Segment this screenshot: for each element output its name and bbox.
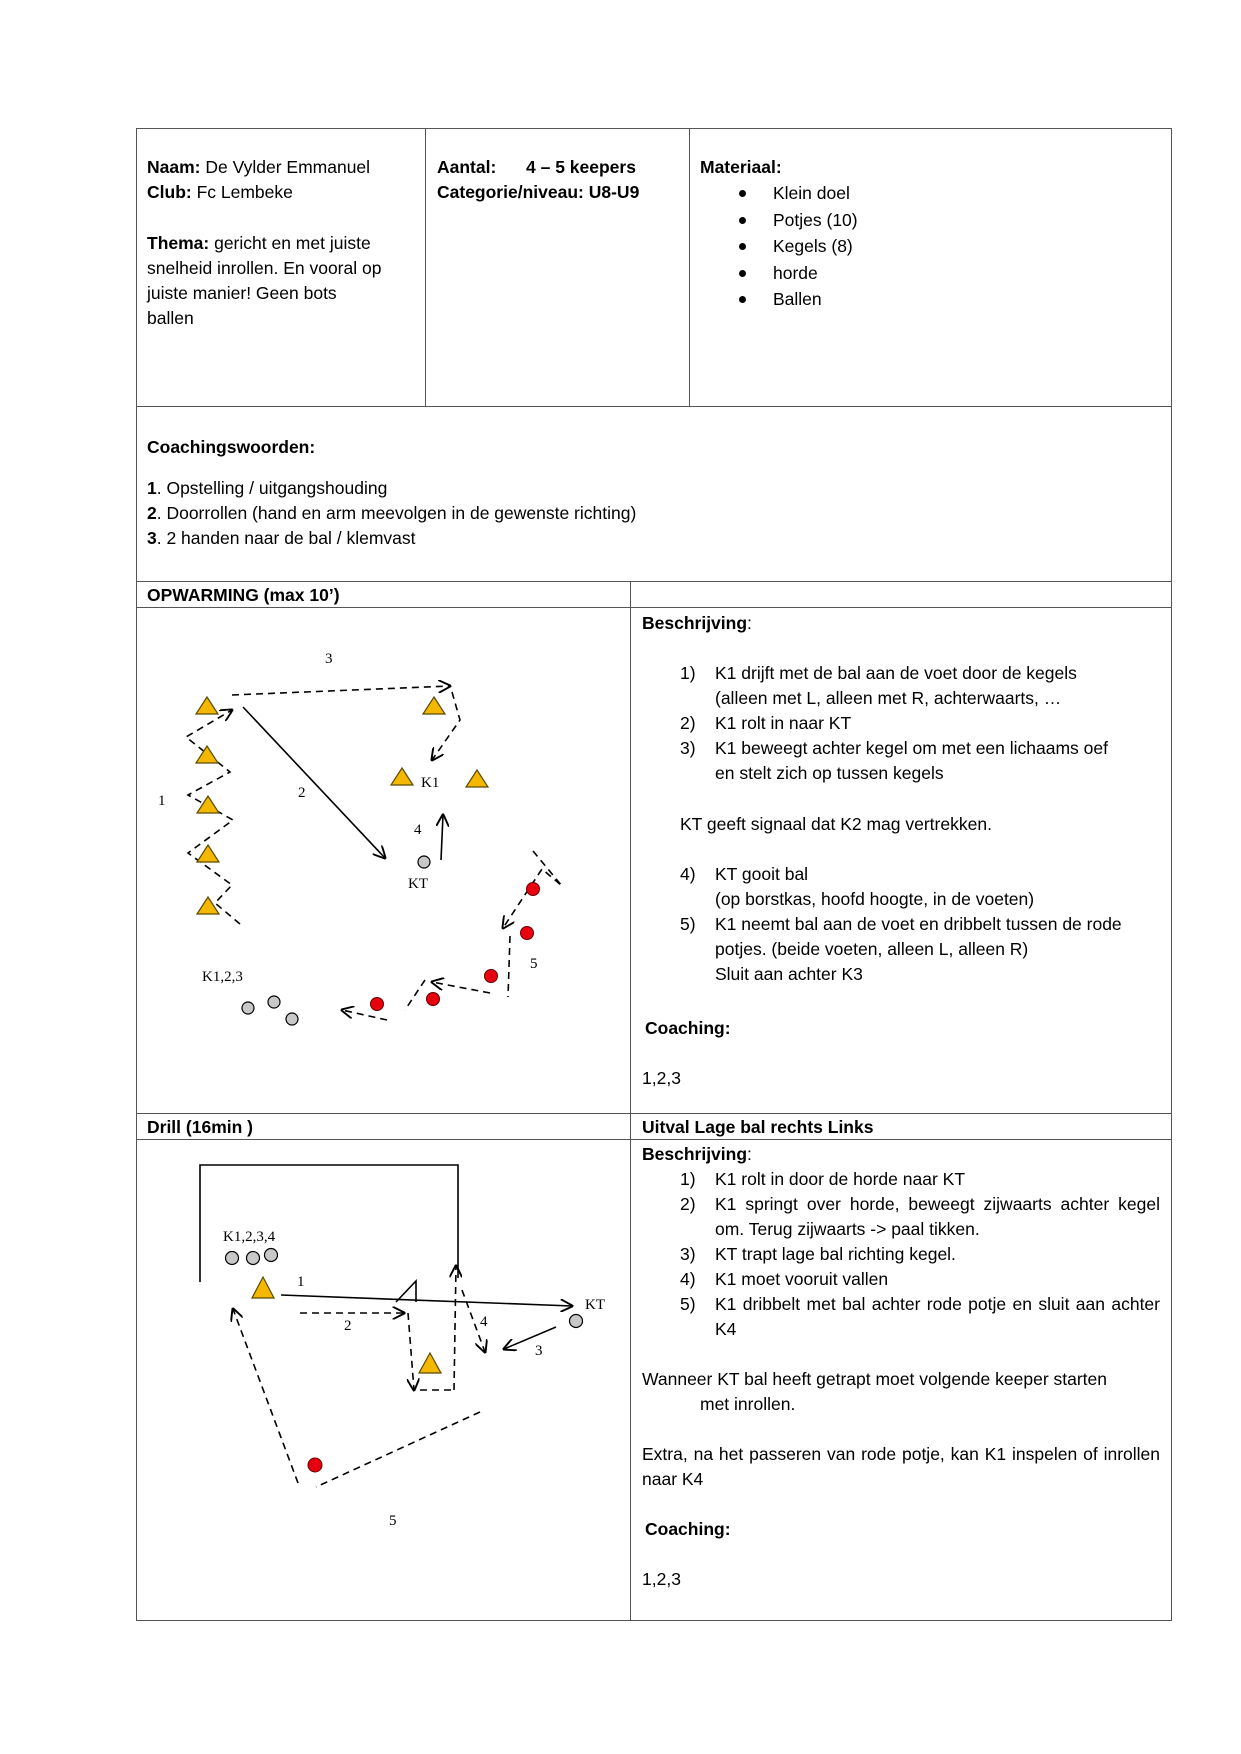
beschrijving-line [642, 1142, 752, 1167]
label-2: 2 [298, 785, 306, 801]
step [642, 1192, 1160, 1242]
cone-icon [196, 697, 218, 714]
label-3: 3 [325, 651, 333, 667]
coaching-item-1 [147, 476, 387, 501]
label-4: 4 [414, 822, 422, 838]
step [642, 912, 1122, 987]
opwarming-steps-a [642, 661, 1108, 786]
ball-icon [570, 1315, 583, 1328]
opwarming-heading: OPWARMING (max 10’) [147, 585, 340, 605]
cone-icon [252, 1277, 274, 1298]
step-num: 3) [680, 1244, 696, 1264]
naam-value: De Vylder Emmanuel [200, 157, 371, 177]
divider [136, 581, 1172, 582]
drill-heading: Drill (16min ) [147, 1117, 253, 1137]
coaching-item-2 [147, 501, 636, 526]
divider [425, 128, 426, 406]
label-k1: K1 [421, 775, 440, 791]
cone-icon [197, 897, 219, 914]
step [642, 862, 1122, 912]
materiaal-list [700, 180, 858, 313]
step-text: en stelt zich op tussen kegels [715, 763, 944, 783]
beschrijving-label: Beschrijving [642, 613, 748, 633]
step-num: 4) [680, 1269, 696, 1289]
thema-line-4: ballen [147, 308, 194, 328]
aantal-label: Aantal: [437, 157, 497, 177]
materiaal-item: Kegels (8) [700, 233, 858, 260]
coaching-value: 1,2,3 [642, 1569, 681, 1589]
ball-icon [226, 1252, 239, 1265]
step [642, 711, 1108, 736]
red-pot-icon [427, 993, 440, 1006]
step [642, 1167, 1160, 1192]
label-group: K1,2,3,4 [223, 1229, 276, 1245]
coaching-label: Coaching: [645, 1519, 731, 1539]
coaching-value: 1,2,3 [642, 1068, 681, 1088]
pots [371, 883, 540, 1011]
drill-heading-right: Uitval Lage bal rechts Links [642, 1117, 874, 1137]
drill-para2: Extra, na het passeren van rode potje, kan K1 inspelen of inrollen naar K4 [642, 1444, 1160, 1489]
thema-line-2: snelheid inrollen. En vooral op [147, 258, 382, 278]
thema-line-3: juiste manier! Geen bots [147, 283, 337, 303]
beschrijving-line [642, 611, 752, 636]
step-num: 4) [680, 864, 696, 884]
divider [689, 128, 690, 406]
step-text: K1 moet vooruit vallen [715, 1269, 889, 1289]
red-pot-icon [308, 1458, 322, 1472]
coaching-item-3 [147, 526, 416, 551]
thema-line-1 [147, 231, 371, 256]
thema-value: gericht en met juiste [209, 233, 371, 253]
cone-icon [466, 770, 488, 787]
drill-diagram [137, 1140, 629, 1620]
coaching-text: . Opstelling / uitgangshouding [156, 478, 388, 498]
cone-icon [197, 796, 219, 813]
balls [242, 856, 430, 1025]
red-pot-icon [527, 883, 540, 896]
label-kt: KT [408, 876, 428, 892]
materiaal-item: Potjes (10) [700, 207, 858, 234]
step-text: (alleen met L, alleen met R, achterwaarts, … [715, 688, 1062, 708]
solid-throw-arrow [243, 707, 385, 858]
ball-icon [286, 1013, 298, 1025]
step-text: K1 dribbelt met bal achter rode potje en sluit aan achter K4 [715, 1294, 1160, 1339]
dashed-dribble-arrow [432, 982, 490, 993]
step-text: KT trapt lage bal richting kegel. [715, 1244, 956, 1264]
step-num: 2) [680, 713, 696, 733]
cones [196, 697, 488, 914]
dashed-return-arrow [233, 1309, 298, 1483]
colon: : [747, 1144, 752, 1164]
divider [136, 1113, 1172, 1114]
materiaal-item: Klein doel [700, 180, 858, 207]
coaching-label: Coaching: [645, 1018, 731, 1038]
red-pot-icon [371, 998, 384, 1011]
step-num: 5) [680, 1294, 696, 1314]
step-text: Sluit aan achter K3 [715, 964, 863, 984]
label-5: 5 [530, 956, 538, 972]
step-num: 1) [680, 1169, 696, 1189]
label-3: 3 [535, 1343, 543, 1359]
club-value: Fc Lembeke [191, 182, 293, 202]
categorie-value: U8-U9 [588, 182, 640, 202]
dashed-dribble-line [508, 936, 510, 997]
step-num: 2) [680, 1194, 696, 1214]
step-text: (op borstkas, hoofd hoogte, in de voeten) [715, 889, 1035, 909]
club-label: Club: [147, 182, 192, 202]
ball-icon [242, 1002, 254, 1014]
opwarming-steps-b [642, 862, 1122, 987]
dashed-run-arrow [232, 686, 450, 695]
step [642, 661, 1108, 711]
label-4: 4 [480, 1314, 488, 1330]
solid-roll-arrow [281, 1295, 572, 1306]
naam-line [147, 155, 370, 180]
drill-para1-line1: Wanneer KT bal heeft getrapt moet volgende keeper starten [642, 1369, 1108, 1389]
ball-icon [268, 996, 280, 1008]
dashed-side-arrow [408, 1313, 414, 1390]
coaching-text: . Doorrollen (hand en arm meevolgen in de gewenste richting) [156, 503, 637, 523]
drill-steps [642, 1167, 1160, 1342]
solid-kick-arrow [504, 1327, 556, 1349]
categorie-line [437, 180, 639, 205]
beschrijving-label: Beschrijving [642, 1144, 748, 1164]
step-text: KT gooit bal [715, 864, 809, 884]
goal-frame [200, 1165, 458, 1282]
drill-para1-line2: met inrollen. [700, 1394, 796, 1414]
step [642, 1267, 1160, 1292]
step-text: K1 springt over horde, beweegt zijwaarts achter kegel om. Terug zijwaarts -> paal tikken. [715, 1194, 1160, 1239]
dashed-dribble-line [316, 1412, 480, 1487]
coaching-text: . 2 handen naar de bal / klemvast [156, 528, 416, 548]
label-kt: KT [585, 1297, 605, 1313]
label-1: 1 [297, 1274, 305, 1290]
step-num: 3) [680, 738, 696, 758]
red-pot-icon [485, 970, 498, 983]
red-pot-icon [521, 927, 534, 940]
ball-icon [418, 856, 430, 868]
coaching-num: 1 [147, 478, 157, 498]
opwarming-diagram [137, 608, 629, 1112]
step-text: K1 drijft met de bal aan de voet door de kegels [715, 663, 1077, 683]
cone-icon [419, 1353, 441, 1373]
dashed-up-arrow [454, 1266, 456, 1390]
step-text: potjes. (beide voeten, alleen L, alleen R) [715, 939, 1029, 959]
step [642, 736, 1108, 786]
label-group: K1,2,3 [202, 969, 243, 985]
step-text: K1 neemt bal aan de voet en dribbelt tussen de rode [715, 914, 1122, 934]
step-num: 1) [680, 663, 696, 683]
thema-label: Thema: [147, 233, 210, 253]
coaching-title: Coachingswoorden: [147, 437, 316, 457]
naam-label: Naam: [147, 157, 201, 177]
cone-icon [423, 697, 445, 714]
label-1: 1 [158, 793, 166, 809]
cone-icon [197, 845, 219, 862]
divider [630, 581, 631, 1621]
cone-icon [391, 768, 413, 785]
dashed-dribble-arrow [342, 1010, 387, 1020]
materiaal-item: horde [700, 260, 858, 287]
step-num: 5) [680, 914, 696, 934]
materiaal-label: Materiaal: [700, 157, 782, 177]
label-5: 5 [389, 1513, 397, 1529]
step [642, 1292, 1160, 1342]
materiaal-item: Ballen [700, 286, 858, 313]
step-text: K1 rolt in naar KT [715, 713, 852, 733]
coaching-num: 2 [147, 503, 157, 523]
categorie-label: Categorie/niveau: [437, 182, 584, 202]
signal-text: KT geeft signaal dat K2 mag vertrekken. [680, 814, 992, 834]
dashed-dribble-line [405, 980, 425, 1010]
aantal-value: 4 – 5 keepers [526, 157, 636, 177]
step-text: K1 rolt in door de horde naar KT [715, 1169, 966, 1189]
step-text: K1 beweegt achter kegel om met een lichaams oef [715, 738, 1108, 758]
divider [136, 406, 1172, 407]
solid-arrow-up [441, 815, 443, 860]
label-2: 2 [344, 1318, 352, 1334]
ball-icon [247, 1252, 260, 1265]
coaching-num: 3 [147, 528, 157, 548]
step [642, 1242, 1160, 1267]
colon: : [747, 613, 752, 633]
ball-icon [265, 1249, 278, 1262]
dashed-zigzag-arrow [186, 710, 240, 924]
club-line [147, 180, 293, 205]
